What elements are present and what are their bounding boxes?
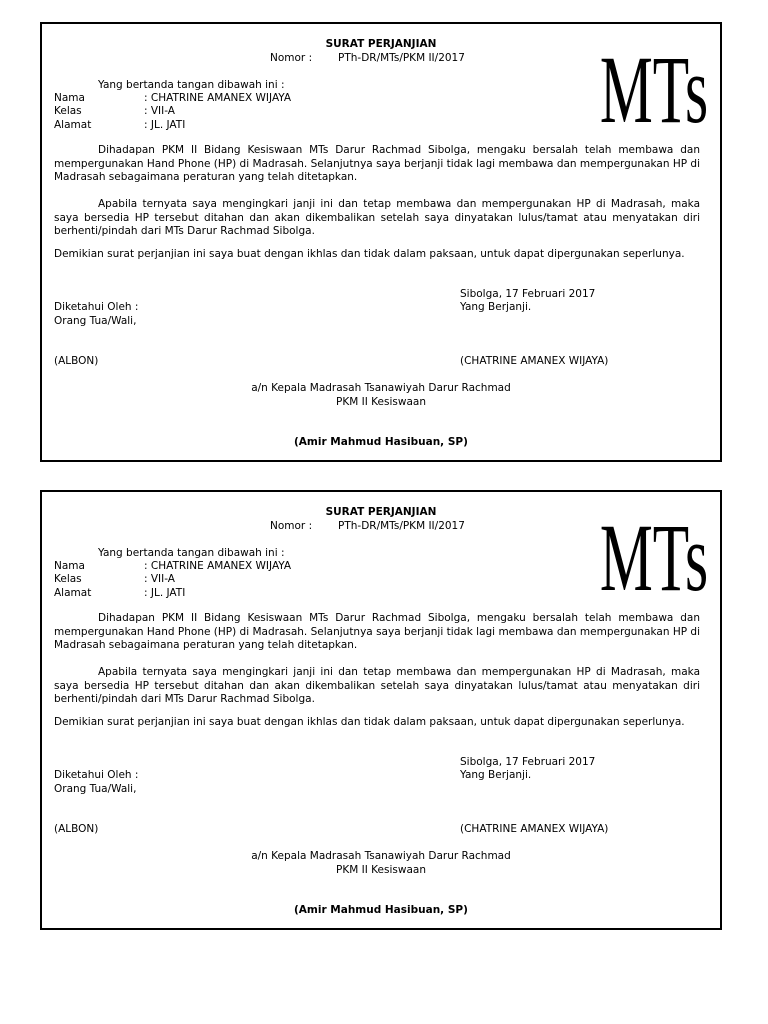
paragraph-3: Demikian surat perjanjian ini saya buat dengan ikhlas dan tidak dalam paksaan, untuk dapat dipergunakan seperlunya. [54,716,685,728]
paragraph-1: Dihadapan PKM II Bidang Kesiswaan MTs Darur Rachmad Sibolga, mengaku bersalah telah membawa dan mempergunakan Hand Phone (HP) di Madrasah. Selanjutnya saya berjanji tidak lagi membawa dan mempergunakan HP di Madrasah sebagaimana peraturan yang telah ditetapkan. [54,612,700,651]
field-alamat: Alamat : JL. JATI [54,119,186,131]
number-label: Nomor : [270,520,313,532]
mts-logo [598,30,710,132]
parent-name: (ALBON) [54,355,99,367]
number-label: Nomor : [270,52,313,64]
paragraph-1: Dihadapan PKM II Bidang Kesiswaan MTs Darur Rachmad Sibolga, mengaku bersalah telah membawa dan mempergunakan Hand Phone (HP) di Madrasah. Selanjutnya saya berjanji tidak lagi membawa dan mempergunakan HP di Madrasah sebagaimana peraturan yang telah ditetapkan. [54,144,700,183]
letter-number [270,520,465,534]
known-by-label: Diketahui Oleh : [54,769,139,781]
intro-text: Yang bertanda tangan dibawah ini : [98,547,285,559]
field-kelas: Kelas : VII-A [54,573,175,585]
paragraph-2: Apabila ternyata saya mengingkari janji ini dan tetap membawa dan mempergunakan HP di Madrasah, maka saya bersedia HP tersebut ditahan dan akan dikembalikan setelah saya dinyatakan lulus/tamat atau menyatakan diri berhenti/pindah dari MTs Darur Rachmad Sibolga. [54,198,700,237]
signer-name: (CHATRINE AMANEX WIJAYA) [460,355,609,367]
field-nama: Nama : CHATRINE AMANEX WIJAYA [54,560,292,572]
place-date: Sibolga, 17 Februari 2017 [460,288,596,300]
known-by-label: Diketahui Oleh : [54,301,139,313]
signer-label: Yang Berjanji. [460,769,532,781]
field-alamat: Alamat : JL. JATI [54,587,186,599]
paragraph-3: Demikian surat perjanjian ini saya buat dengan ikhlas dan tidak dalam paksaan, untuk dapat dipergunakan seperlunya. [54,248,685,260]
mts-logo [598,498,710,600]
agreement-letter-1 [40,22,722,462]
signer-label: Yang Berjanji. [460,301,532,313]
mts-logo-text: MTs [599,37,709,132]
agreement-letter-2 [40,490,722,930]
signer-name: (CHATRINE AMANEX WIJAYA) [460,823,609,835]
parent-label: Orang Tua/Wali, [54,315,137,327]
parent-label: Orang Tua/Wali, [54,783,137,795]
letter-number [270,52,465,66]
letter-title: SURAT PERJANJIAN [325,38,437,50]
head-name: (Amir Mahmud Hasibuan, SP) [294,904,468,916]
an-label: a/n Kepala Madrasah Tsanawiyah Darur Rachmad [251,382,511,394]
intro-text: Yang bertanda tangan dibawah ini : [98,79,285,91]
letter-title: SURAT PERJANJIAN [325,506,437,518]
number-value: PTh-DR/MTs/PKM II/2017 [338,520,465,532]
paragraph-2: Apabila ternyata saya mengingkari janji ini dan tetap membawa dan mempergunakan HP di Madrasah, maka saya bersedia HP tersebut ditahan dan akan dikembalikan setelah saya dinyatakan lulus/tamat atau menyatakan diri berhenti/pindah dari MTs Darur Rachmad Sibolga. [54,666,700,705]
head-name: (Amir Mahmud Hasibuan, SP) [294,436,468,448]
an-label: a/n Kepala Madrasah Tsanawiyah Darur Rachmad [251,850,511,862]
field-nama: Nama : CHATRINE AMANEX WIJAYA [54,92,292,104]
pkm-label: PKM II Kesiswaan [336,864,426,876]
field-kelas: Kelas : VII-A [54,105,175,117]
place-date: Sibolga, 17 Februari 2017 [460,756,596,768]
mts-logo-text: MTs [599,505,709,600]
number-value: PTh-DR/MTs/PKM II/2017 [338,52,465,64]
parent-name: (ALBON) [54,823,99,835]
pkm-label: PKM II Kesiswaan [336,396,426,408]
